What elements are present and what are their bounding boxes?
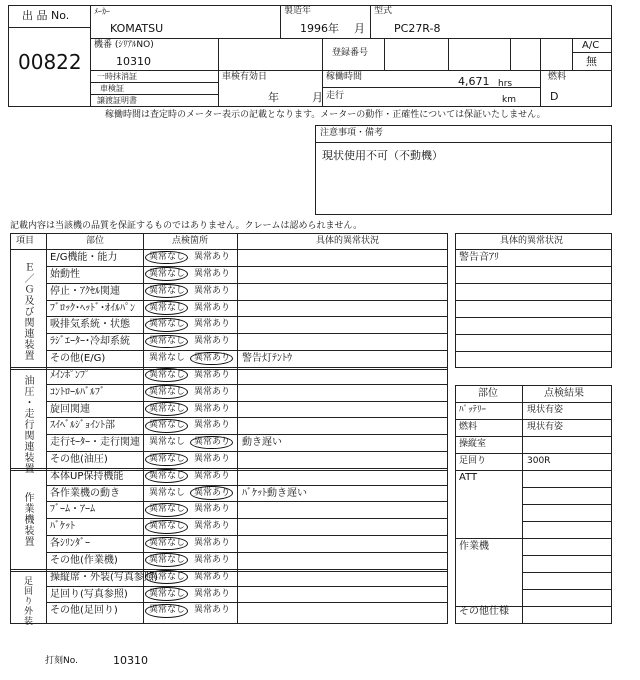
fuel-label: 燃料 bbox=[548, 72, 567, 82]
status-normal[interactable]: 異常なし bbox=[149, 319, 186, 330]
row-part: ﾌﾞﾛｯｸ･ﾍｯﾄﾞ･ｵｲﾙﾊﾟﾝ bbox=[50, 302, 135, 314]
row-part: ｽｲﾍﾞﾙｼﾞｮｲﾝﾄ部 bbox=[50, 420, 115, 432]
row-part: 足回り(写真参照) bbox=[50, 588, 128, 600]
status-normal[interactable]: 異常なし bbox=[149, 487, 186, 498]
att-label: ATT bbox=[459, 472, 478, 483]
status-normal[interactable]: 異常なし bbox=[149, 554, 186, 565]
status-normal[interactable]: 異常なし bbox=[149, 521, 186, 532]
maker-label: ﾒｰｶｰ bbox=[94, 7, 110, 16]
status-normal[interactable]: 異常なし bbox=[149, 353, 186, 363]
row-part: ﾊﾞｹｯﾄ bbox=[50, 521, 75, 533]
status-normal[interactable]: 異常なし bbox=[149, 268, 186, 279]
registration-label: 登録番号 bbox=[332, 48, 369, 58]
col-detail-header: 具体的異常状況 bbox=[316, 236, 380, 246]
row-part: その他(E/G) bbox=[50, 353, 106, 364]
inspection-part: 足回り bbox=[459, 456, 487, 466]
maker-value: KOMATSU bbox=[110, 22, 164, 35]
status-normal[interactable]: 異常なし bbox=[149, 538, 186, 549]
normal-circle-mark bbox=[145, 368, 188, 382]
ac-value: 無 bbox=[586, 55, 597, 68]
status-abnormal[interactable]: 異常あり bbox=[194, 403, 231, 414]
status-normal[interactable]: 異常なし bbox=[149, 369, 186, 380]
normal-circle-mark bbox=[145, 385, 188, 399]
row-part: 停止・ｱｸｾﾙ関連 bbox=[50, 285, 120, 297]
stamp-label: 打刻No. bbox=[45, 656, 78, 666]
inspection-col-part: 部位 bbox=[478, 388, 498, 399]
remarks-text: 現状使用不可（不動機） bbox=[322, 149, 443, 162]
status-abnormal[interactable]: 異常あり bbox=[194, 386, 231, 397]
status-abnormal[interactable]: 異常あり bbox=[194, 437, 231, 448]
status-normal[interactable]: 異常なし bbox=[149, 504, 186, 515]
normal-circle-mark bbox=[145, 520, 188, 534]
status-abnormal[interactable]: 異常あり bbox=[194, 319, 231, 330]
status-normal[interactable]: 異常なし bbox=[149, 302, 186, 313]
row-part: 始動性 bbox=[50, 268, 80, 280]
inspection-result: 現状有姿 bbox=[527, 405, 564, 415]
status-abnormal[interactable]: 異常あり bbox=[194, 336, 231, 347]
inspection-result: 300R bbox=[527, 456, 551, 466]
serial-value: 10310 bbox=[116, 55, 151, 68]
status-abnormal[interactable]: 異常あり bbox=[194, 504, 231, 515]
status-abnormal[interactable]: 異常あり bbox=[194, 252, 231, 262]
status-abnormal[interactable]: 異常あり bbox=[194, 454, 231, 464]
right-detail-entry: 警告音ｱﾘ bbox=[459, 252, 499, 263]
row-part: 旋回関連 bbox=[50, 403, 90, 415]
group-undercarriage: 足回り外装 bbox=[22, 576, 32, 626]
status-abnormal[interactable]: 異常あり bbox=[194, 353, 231, 363]
hours-disclaimer: 稼働時間は査定時のメーター表示の記載となります。メーターの動作・正確性については保証いたしません。 bbox=[105, 110, 546, 120]
row-detail: ﾊﾞｹｯﾄ動き遅い bbox=[242, 487, 307, 499]
group-work-equipment: 作業機装置 bbox=[22, 492, 33, 547]
row-part: 吸排気系統・状態 bbox=[50, 319, 130, 331]
inspection-part: 操縦室 bbox=[459, 439, 487, 449]
row-part: E/G機能・能力 bbox=[50, 252, 118, 263]
km-unit: km bbox=[502, 95, 516, 105]
status-normal[interactable]: 異常なし bbox=[149, 454, 186, 464]
mileage-label: 走行 bbox=[326, 91, 345, 101]
status-abnormal[interactable]: 異常あり bbox=[194, 268, 231, 279]
fuel-value: D bbox=[550, 90, 559, 103]
inspection-result: 現状有姿 bbox=[527, 422, 564, 432]
serial-label: 機番 (ｼﾘｱﾙNO) bbox=[94, 40, 154, 50]
abnormal-circle-mark bbox=[190, 486, 233, 500]
model-value: PC27R-8 bbox=[394, 22, 441, 35]
work-equipment-label: 作業機 bbox=[459, 541, 489, 552]
status-abnormal[interactable]: 異常あり bbox=[194, 369, 231, 380]
row-part: ﾌﾞｰﾑ・ｱｰﾑ bbox=[50, 504, 95, 516]
col-check-header: 点検箇所 bbox=[172, 236, 209, 246]
stamp-value: 10310 bbox=[113, 654, 148, 667]
lot-label: 出 品 No. bbox=[22, 9, 70, 22]
row-part: その他(作業機) bbox=[50, 554, 118, 566]
remarks-box bbox=[315, 125, 612, 215]
group-hydraulic: 油圧・走行関連装置 bbox=[22, 375, 33, 474]
status-normal[interactable]: 異常なし bbox=[149, 571, 186, 582]
status-normal[interactable]: 異常なし bbox=[149, 403, 186, 414]
status-abnormal[interactable]: 異常あり bbox=[194, 554, 231, 565]
normal-circle-mark bbox=[145, 587, 188, 601]
status-abnormal[interactable]: 異常あり bbox=[194, 420, 231, 431]
normal-circle-mark bbox=[145, 318, 188, 332]
row-part: ｺﾝﾄﾛｰﾙﾊﾞﾙﾌﾞ bbox=[50, 386, 105, 398]
status-normal[interactable]: 異常なし bbox=[149, 605, 186, 616]
status-normal[interactable]: 異常なし bbox=[149, 470, 186, 481]
normal-circle-mark bbox=[145, 419, 188, 433]
row-part: その他(油圧) bbox=[50, 454, 108, 465]
row-detail: 警告灯ﾃﾝﾄｳ bbox=[242, 353, 292, 364]
hours-unit: hrs bbox=[498, 79, 513, 89]
year-value: 1996 bbox=[300, 22, 328, 35]
row-part: 各作業機の動き bbox=[50, 487, 120, 499]
normal-circle-mark bbox=[145, 301, 188, 315]
normal-circle-mark bbox=[145, 251, 188, 265]
hours-value: 4,671 bbox=[458, 75, 490, 88]
status-normal[interactable]: 異常なし bbox=[149, 386, 186, 397]
temp-cert-label: 一時抹消証 bbox=[97, 72, 137, 81]
status-normal[interactable]: 異常なし bbox=[149, 285, 186, 296]
row-detail: 動き遅い bbox=[242, 437, 282, 449]
expiry-year-unit: 年 bbox=[268, 91, 279, 104]
status-abnormal[interactable]: 異常あり bbox=[194, 605, 231, 616]
month-unit: 月 bbox=[354, 22, 365, 35]
model-label: 型式 bbox=[374, 6, 393, 16]
normal-circle-mark bbox=[145, 469, 188, 483]
status-abnormal[interactable]: 異常あり bbox=[194, 538, 231, 549]
ac-label: A/C bbox=[582, 40, 600, 51]
status-abnormal[interactable]: 異常あり bbox=[194, 588, 231, 599]
normal-circle-mark bbox=[145, 570, 188, 584]
normal-circle-mark bbox=[145, 402, 188, 416]
group-engine: Ｅ／Ｇ及び関連装置 bbox=[22, 262, 33, 361]
row-part: 走行ﾓｰﾀｰ・走行関連 bbox=[50, 437, 140, 449]
inspection-part: 燃料 bbox=[459, 422, 478, 432]
row-part: 本体UP保持機能 bbox=[50, 470, 124, 482]
normal-circle-mark bbox=[145, 503, 188, 517]
hours-label: 稼働時間 bbox=[326, 72, 363, 82]
status-normal[interactable]: 異常なし bbox=[149, 437, 186, 448]
row-part: ﾗｼﾞｴｰﾀｰ･冷却系統 bbox=[50, 336, 130, 348]
normal-circle-mark bbox=[145, 604, 188, 618]
row-part: 操縦席・外装(写真参照) bbox=[50, 571, 158, 583]
header-frame bbox=[8, 5, 612, 107]
status-abnormal[interactable]: 異常あり bbox=[194, 285, 231, 296]
col-part-header: 部位 bbox=[86, 236, 105, 246]
expiry-month-unit: 月 bbox=[312, 91, 323, 104]
remarks-label: 注意事項・備考 bbox=[320, 128, 384, 138]
status-normal[interactable]: 異常なし bbox=[149, 588, 186, 599]
status-abnormal[interactable]: 異常あり bbox=[194, 571, 231, 582]
col-item-header: 項目 bbox=[16, 236, 35, 246]
year-label: 製造年 bbox=[284, 6, 312, 16]
status-normal[interactable]: 異常なし bbox=[149, 252, 186, 262]
inspection-col-result: 点検結果 bbox=[544, 388, 584, 399]
status-abnormal[interactable]: 異常あり bbox=[194, 521, 231, 532]
row-part: その他(足回り) bbox=[50, 605, 118, 617]
inspection-cert-label: 車検証 bbox=[100, 84, 124, 93]
row-part: ﾒｲﾝﾎﾟﾝﾌﾟ bbox=[50, 369, 90, 381]
status-abnormal[interactable]: 異常あり bbox=[194, 470, 231, 481]
year-unit: 年 bbox=[328, 22, 339, 35]
status-abnormal[interactable]: 異常あり bbox=[194, 302, 231, 313]
normal-circle-mark bbox=[145, 453, 188, 467]
inspection-part: ﾊﾞｯﾃﾘｰ bbox=[459, 405, 487, 415]
transfer-cert-label: 譲渡証明書 bbox=[97, 96, 137, 105]
row-part: 各ｼﾘﾝﾀﾞｰ bbox=[50, 538, 90, 550]
normal-circle-mark bbox=[145, 284, 188, 298]
status-normal[interactable]: 異常なし bbox=[149, 420, 186, 431]
inspection-expiry-label: 車検有効日 bbox=[222, 72, 268, 82]
normal-circle-mark bbox=[145, 267, 188, 281]
status-abnormal[interactable]: 異常あり bbox=[194, 487, 231, 498]
other-spec-label: その他仕様 bbox=[459, 606, 509, 617]
right-detail-header: 具体的異常状況 bbox=[500, 236, 564, 246]
abnormal-circle-mark bbox=[190, 352, 233, 366]
lot-number: 00822 bbox=[18, 50, 82, 74]
quality-disclaimer: 記載内容は当該機の品質を保証するものではありません。クレームは認められません。 bbox=[10, 221, 363, 231]
status-normal[interactable]: 異常なし bbox=[149, 336, 186, 347]
